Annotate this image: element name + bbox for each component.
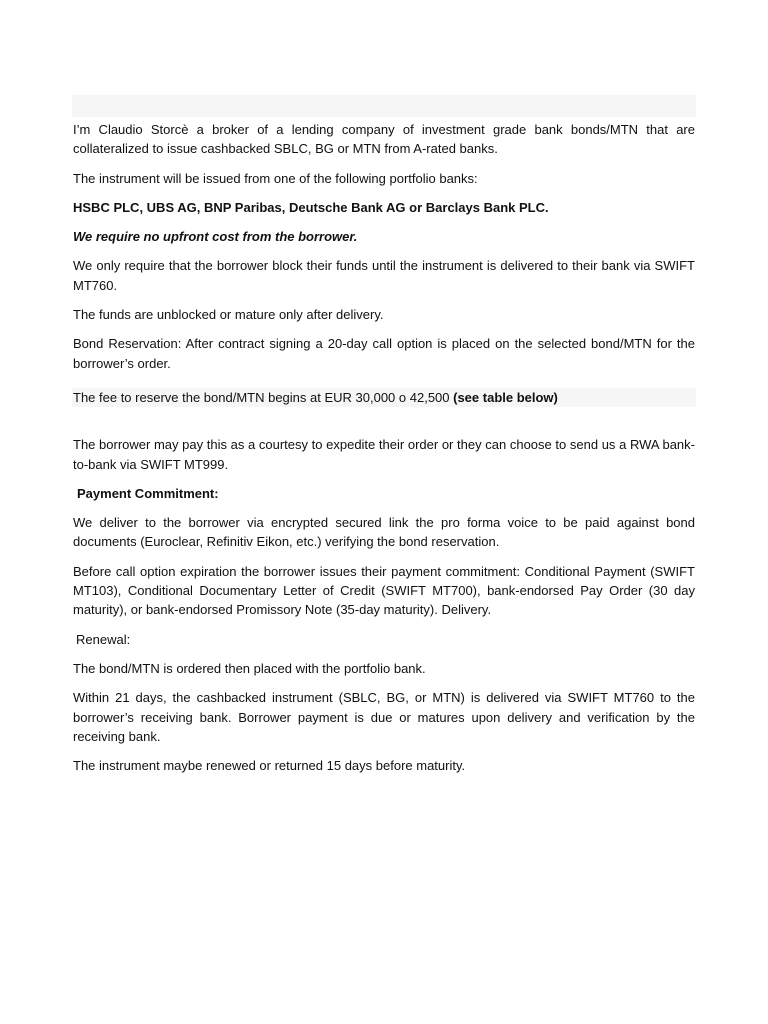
ordered-placed-paragraph: The bond/MTN is ordered then placed with the portfolio bank. bbox=[73, 660, 426, 676]
block-funds-paragraph: We only require that the borrower block their funds until the instrument is delivered to their bank via SWIFT MT760. bbox=[73, 258, 695, 293]
renewal-return-paragraph: The instrument maybe renewed or returned 15 days before maturity. bbox=[73, 758, 466, 774]
reservation-fee-text: The fee to reserve the bond/MTN begins at EUR 30,000 o 42,500 bbox=[73, 389, 454, 405]
courtesy-payment-paragraph: The borrower may pay this as a courtesy to expedite their order or they can choose to send us a RWA bank-to-bank via SWIFT MT999. bbox=[73, 437, 695, 472]
blank-line bbox=[73, 407, 695, 425]
shaded-header-band bbox=[72, 95, 696, 117]
no-upfront-cost-statement: We require no upfront cost from the borrower. bbox=[73, 229, 358, 245]
unblock-funds-paragraph: The funds are unblocked or mature only after delivery. bbox=[73, 307, 384, 323]
deliver-link-paragraph: We deliver to the borrower via encrypted secured link the pro forma voice to be paid against bond documents (Euroclear, Refinitiv Eikon, etc.) verifying the bond reservation. bbox=[73, 515, 695, 550]
reservation-fee-line bbox=[72, 388, 696, 407]
fee-table-reference: (see table below) bbox=[453, 389, 558, 405]
portfolio-intro-paragraph: The instrument will be issued from one of the following portfolio banks: bbox=[73, 170, 478, 186]
delivery-timeline-paragraph: Within 21 days, the cashbacked instrument (SBLC, BG, or MTN) is delivered via SWIFT MT760 to the borrower’s receiving bank. Borrower payment is due or matures upon delivery and verification by the receiving bank. bbox=[73, 690, 695, 744]
document-page bbox=[73, 95, 695, 775]
portfolio-banks-list: HSBC PLC, UBS AG, BNP Paribas, Deutsche Bank AG or Barclays Bank PLC. bbox=[73, 199, 549, 215]
payment-commitment-heading: Payment Commitment: bbox=[77, 485, 219, 501]
payment-commitment-paragraph: Before call option expiration the borrower issues their payment commitment: Conditional Payment (SWIFT MT103), Conditional Documentary Letter of Credit (SWIFT MT700), bank-endorsed Pay Order (30 day maturity), or bank-endorsed Promissory Note (35-day maturity). Delivery. bbox=[73, 563, 695, 618]
renewal-heading: Renewal: bbox=[76, 631, 131, 647]
intro-paragraph: I’m Claudio Storcè a broker of a lending company of investment grade bank bonds/MTN that are collateralized to issue cashbacked SBLC, BG or MTN from A-rated banks. bbox=[73, 122, 695, 157]
bond-reservation-paragraph: Bond Reservation: After contract signing a 20-day call option is placed on the selected bond/MTN for the borrower’s order. bbox=[73, 336, 695, 371]
